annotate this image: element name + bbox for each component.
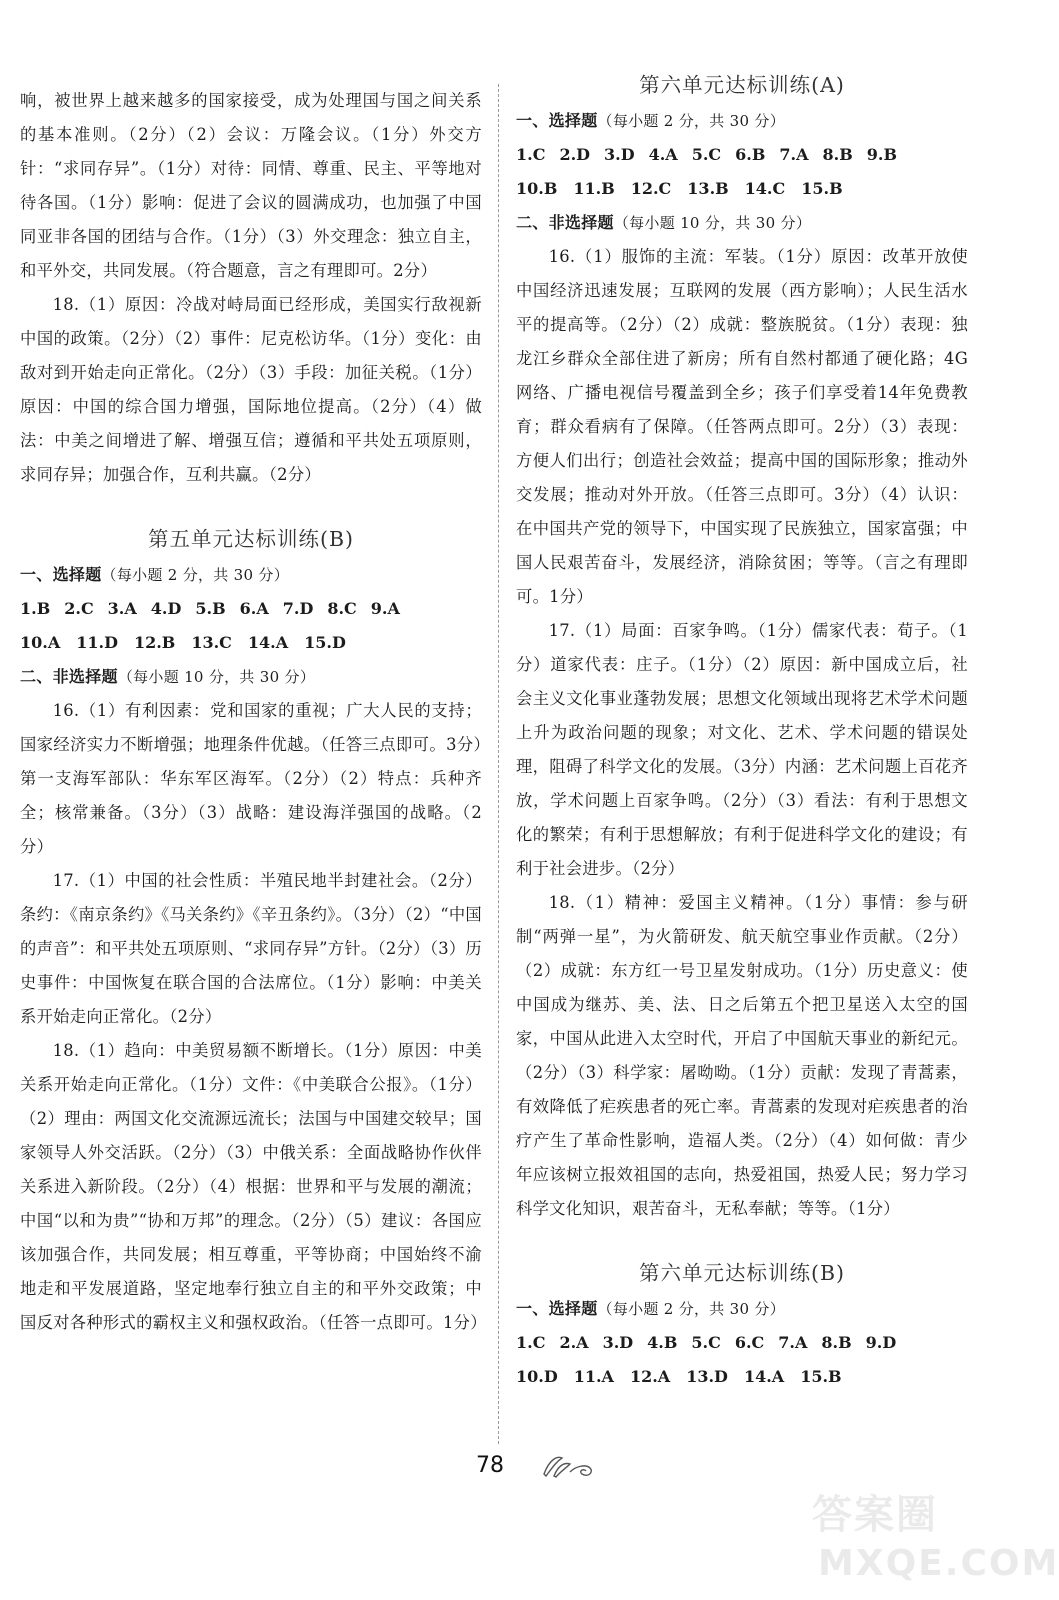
answer-item: 2.D [559,145,591,164]
answer-item: 3.D [604,145,635,164]
choice-heading [516,1292,968,1326]
choice-answers-row-1 [516,1326,968,1360]
answer-item: 5.C [691,1333,721,1352]
page-number: 78 [476,1453,504,1478]
answer-item: 2.A [559,1333,589,1352]
watermark-text: 答案圈 [812,1492,938,1538]
answer-item: 12.C [630,179,672,198]
answer-item: 14.A [743,1367,785,1386]
answer-item: 7.D [282,599,314,618]
answer-item: 10.D [516,1367,558,1386]
answer-item: 8.B [821,1333,852,1352]
choice-heading-note: （每小题 2 分，共 30 分） [101,566,290,584]
nonchoice-heading-note: （每小题 10 分，共 30 分） [613,214,812,232]
answer-item: 3.A [107,599,137,618]
answer-item: 1.B [20,599,51,618]
choice-heading-note: （每小题 2 分，共 30 分） [597,112,786,130]
answer-item: 12.B [133,633,176,652]
answer-item: 11.A [573,1367,614,1386]
nonchoice-heading [516,206,968,240]
leaf-ornament-icon [540,1452,600,1480]
answer-item: 7.A [779,145,809,164]
answer-16: 16.（1）有利因素：党和国家的重视；广大人民的支持；国家经济实力不断增强；地理条件优越。（任答三点即可。3分）第一支海军部队：华东军区海军。（2分）（2）特点：兵种齐全；核常兼备。（3分）（3）战略：建设海洋强国的战略。（2分） [20,701,482,856]
answer-item: 11.B [573,179,615,198]
answer-item: 15.B [800,1367,842,1386]
nonchoice-heading-label: 二、非选择题 [516,213,614,232]
section-title-unit5-b: 第五单元达标训练(B) [147,527,355,551]
answer-item: 15.D [304,633,346,652]
answer-item: 13.D [686,1367,728,1386]
answer-item: 12.A [629,1367,671,1386]
answer-item: 4.A [648,145,678,164]
answer-item: 9.B [866,145,897,164]
nonchoice-heading [20,660,482,694]
answer-item: 11.D [76,633,118,652]
answer-item: 6.A [239,599,269,618]
choice-answers-row-1 [516,138,968,172]
answer-item: 2.C [64,599,94,618]
answer-17: 17.（1）中国的社会性质：半殖民地半封建社会。（2分）条约：《南京条约》《马关条约》《辛丑条约》。（3分）（2）“中国的声音”：和平共处五项原则、“求同存异”方针。（2分）（3）历史事件：中国恢复在联合国的合法席位。（1分）影响：中美关系开始走向正常化。（2分） [20,871,483,1026]
column-divider [498,84,499,1444]
choice-heading-label: 一、选择题 [20,565,102,584]
answer-17: 17.（1）局面：百家争鸣。（1分）儒家代表：荀子。（1分）道家代表：庄子。（1分）（2）原因：新中国成立后，社会主义文化事业蓬勃发展；思想文化领域出现将艺术学术问题上升为政治问题的现象；对文化、艺术、学术问题的错误处理，阻碍了科学文化的发展。（3分）内涵：艺术问题上百花齐放，学术问题上百家争鸣。（2分）（3）看法：有利于思想文化的繁荣；有利于思想解放；有利于促进科学文化的建设；有利于社会进步。（2分） [516,621,968,878]
choice-heading-label: 一、选择题 [516,1299,598,1318]
answer-18-b: 18.（1）趋向：中美贸易额不断增长。（1分）原因：中美关系开始走向正常化。（1分）文件：《中美联合公报》。（1分）（2）理由：两国文化交流源远流长；法国与中国建交较早；国家领导人外交活跃。（2分）（3）中俄关系：全面战略协作伙伴关系进入新阶段。（2分）（4）根据：世界和平与发展的潮流；中国“以和为贵”“协和万邦”的理念。（2分）（5）建议：各国应该加强合作，共同发展；相互尊重，平等协商；中国始终不渝地走和平发展道路，坚定地奉行独立自主的和平外交政策；中国反对各种形式的霸权主义和强权政治。（任答一点即可。1分） [20,1041,487,1332]
answer-item: 5.B [195,599,226,618]
answer-item: 8.B [822,145,853,164]
choice-heading-label: 一、选择题 [516,111,598,130]
watermark-url: MXQE.COM [818,1543,1059,1584]
answer-item: 1.C [516,1333,546,1352]
answer-item: 14.C [744,179,786,198]
answer-item: 10.A [20,633,61,652]
answer-item: 5.C [691,145,722,164]
answer-item: 3.D [602,1333,634,1352]
right-column [516,73,968,1394]
answer-item: 6.C [734,1333,765,1352]
choice-answers-row-2 [516,1360,968,1394]
answer-item: 10.B [516,179,558,198]
watermark-logo [812,1488,1059,1596]
answer-item: 1.C [516,145,546,164]
answer-item: 13.B [687,179,729,198]
choice-answers-row-1 [20,592,482,626]
choice-heading [20,558,482,592]
left-column [20,84,487,1340]
choice-heading [516,104,968,138]
answer-item: 9.A [370,599,400,618]
answer-item: 4.B [647,1333,678,1352]
choice-answers-row-2 [20,626,482,660]
answer-item: 9.D [865,1333,897,1352]
answer-item: 4.D [150,599,182,618]
answer-item: 6.B [735,145,766,164]
answer-item: 7.A [778,1333,808,1352]
answer-item: 15.B [801,179,843,198]
choice-answers-row-2 [516,172,968,206]
continued-answer-paragraph: 响，被世界上越来越多的国家接受，成为处理国与国之间关系的基本准则。（2分）（2）会议：万隆会议。（1分）外交方针：“求同存异”。（1分）对待：同情、尊重、民主、平等地对待各国。（1分）影响：促进了会议的圆满成功，也加强了中国同亚非各国的团结与合作。（1分）（3）外交理念：独立自主，和平外交，共同发展。（符合题意，言之有理即可。2分） [20,91,482,280]
choice-heading-note: （每小题 2 分，共 30 分） [597,1300,786,1318]
nonchoice-heading-note: （每小题 10 分，共 30 分） [117,668,316,686]
nonchoice-heading-label: 二、非选择题 [20,667,118,686]
page-footer [0,1446,996,1486]
section-title-unit6-a: 第六单元达标训练(A) [639,73,845,97]
answer-18: 18.（1）精神：爱国主义精神。（1分）事情：参与研制“两弹一星”，为火箭研发、航天航空事业作贡献。（2分）（2）成就：东方红一号卫星发射成功。（1分）历史意义：使中国成为继苏、美、法、日之后第五个把卫星送入太空的国家，中国从此进入太空时代，开启了中国航天事业的新纪元。（2分）（3）科学家：屠呦呦。（1分）贡献：发现了青蒿素，有效降低了疟疾患者的死亡率。青蒿素的发现对疟疾患者的治疗产生了革命性影响，造福人类。（2分）（4）如何做：青少年应该树立报效祖国的志向，热爱祖国，热爱人民；努力学习科学文化知识，艰苦奋斗，无私奉献；等等。（1分） [516,893,968,1218]
answer-18: 18.（1）原因：冷战对峙局面已经形成，美国实行敌视新中国的政策。（2分）（2）事件：尼克松访华。（1分）变化：由敌对到开始走向正常化。（2分）（3）手段：加征关税。（1分）原因：中国的综合国力增强，国际地位提高。（2分）（4）做法：中美之间增进了解、增强互信；遵循和平共处五项原则，求同存异；加强合作，互利共赢。（2分） [20,295,482,484]
answer-item: 13.C [191,633,232,652]
answer-item: 8.C [327,599,357,618]
answer-item: 14.A [247,633,289,652]
section-title-unit6-b: 第六单元达标训练(B) [638,1261,846,1285]
answer-16: 16.（1）服饰的主流：军装。（1分）原因：改革开放使中国经济迅速发展；互联网的发展（西方影响）；人民生活水平的提高等。（2分）（2）成就：整族脱贫。（1分）表现：独龙江乡群众全部住进了新房；所有自然村都通了硬化路；4G网络、广播电视信号覆盖到全乡；孩子们享受着14年免费教育；群众看病有了保障。（任答两点即可。2分）（3）表现：方便人们出行；创造社会效益；提高中国的国际形象；推动外交发展；推动对外开放。（任答三点即可。3分）（4）认识：在中国共产党的领导下，中国实现了民族独立，国家富强；中国人民艰苦奋斗，发展经济，消除贫困；等等。（言之有理即可。1分） [516,247,968,606]
